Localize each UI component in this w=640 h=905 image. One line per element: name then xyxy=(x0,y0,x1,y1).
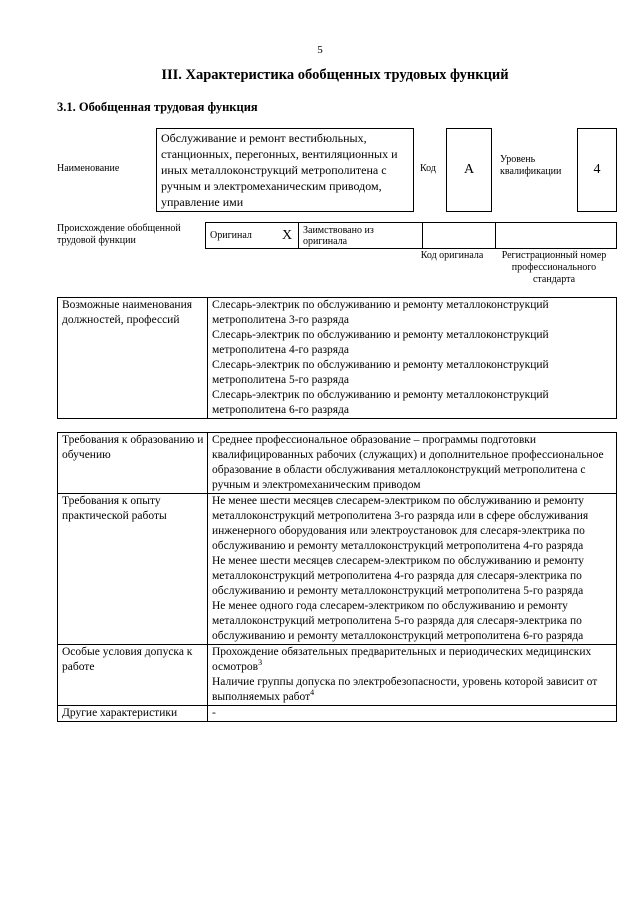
other-value: - xyxy=(208,706,617,722)
origin-label: Происхождение обобщенной трудовой функции xyxy=(57,223,181,246)
condition-text: Наличие группы допуска по электробезопасности, уровень которой зависит от выполняемых работ xyxy=(212,676,598,703)
education-value: Среднее профессиональное образование – программы подготовки квалифицированных рабочих (служащих) и дополнительное профессиональное образование в области обслуживания металлоконструкций метрополитена с ручным и электромеханическим приводом xyxy=(208,433,617,494)
original-code-cell xyxy=(423,223,496,249)
origin-table xyxy=(205,222,617,249)
level-value: 4 xyxy=(577,128,617,212)
positions-label: Возможные наименования должностей, профессий xyxy=(58,298,208,419)
borrowed-label: Заимствовано из оригинала xyxy=(299,223,423,249)
conditions-list xyxy=(208,645,617,706)
level-label: Уровень квалификации xyxy=(500,154,562,177)
original-label: Оригинал xyxy=(206,223,277,249)
positions-table xyxy=(57,297,617,419)
position-item: Слесарь-электрик по обслуживанию и ремонту металлоконструкций метрополитена 4-го разряда xyxy=(212,329,549,356)
experience-item: Не менее шести месяцев слесарем-электриком по обслуживанию и ремонту металлоконструкций метрополитена 3-го разряда или в сфере обслуживания инженерного оборудования или электроустановок для слесаря-электрика по обслуживанию и ремонту металлоконструкций метрополитена 4-го разряда xyxy=(212,495,589,552)
conditions-label: Особые условия допуска к работе xyxy=(58,645,208,706)
position-item: Слесарь-электрик по обслуживанию и ремонту металлоконструкций метрополитена 3-го разряда xyxy=(212,299,549,326)
code-label: Код xyxy=(420,163,436,174)
condition-text: Прохождение обязательных предварительных и периодических медицинских осмотров xyxy=(212,646,592,673)
position-item: Слесарь-электрик по обслуживанию и ремонту металлоконструкций метрополитена 5-го разряда xyxy=(212,359,549,386)
other-label: Другие характеристики xyxy=(58,706,208,722)
code-value: A xyxy=(446,128,492,212)
code-caption: Код оригинала xyxy=(420,250,484,261)
experience-item: Не менее шести месяцев слесарем-электриком по обслуживанию и ремонту металлоконструкций метрополитена 4-го разряда для слесаря-электрика по обслуживанию и ремонту металлоконструкций метрополитена 5-го разряда xyxy=(212,555,585,597)
function-name: Обслуживание и ремонт вестибюльных, станционных, перегонных, вентиляционных и иных металлоконструкций метрополитена с ручным и электромеханическим приводом, управление ими xyxy=(156,128,414,212)
condition-item xyxy=(212,645,614,675)
requirements-table xyxy=(57,432,617,722)
name-label: Наименование xyxy=(57,163,120,174)
footnote-ref: 3 xyxy=(258,658,263,668)
condition-item xyxy=(212,675,614,705)
footnote-ref: 4 xyxy=(310,688,315,698)
registration-number-cell xyxy=(496,223,617,249)
education-label: Требования к образованию и обучению xyxy=(58,433,208,494)
reg-caption: Регистрационный номер профессионального стандарта xyxy=(501,250,607,285)
section-title: III. Характеристика обобщенных трудовых функций xyxy=(161,67,509,83)
experience-item: Не менее одного года слесарем-электриком по обслуживанию и ремонту металлоконструкций метрополитена 5-го разряда для слесаря-электрика по обслуживанию и ремонту металлоконструкций метрополитена 6-го разряда xyxy=(212,600,584,642)
page-number: 5 xyxy=(317,44,323,56)
position-item: Слесарь-электрик по обслуживанию и ремонту металлоконструкций метрополитена 6-го разряда xyxy=(212,389,549,416)
positions-list xyxy=(208,298,617,419)
subsection-title: 3.1. Обобщенная трудовая функция xyxy=(57,100,258,114)
experience-label: Требования к опыту практической работы xyxy=(58,494,208,645)
original-mark: X xyxy=(276,223,299,249)
experience-list xyxy=(208,494,617,645)
